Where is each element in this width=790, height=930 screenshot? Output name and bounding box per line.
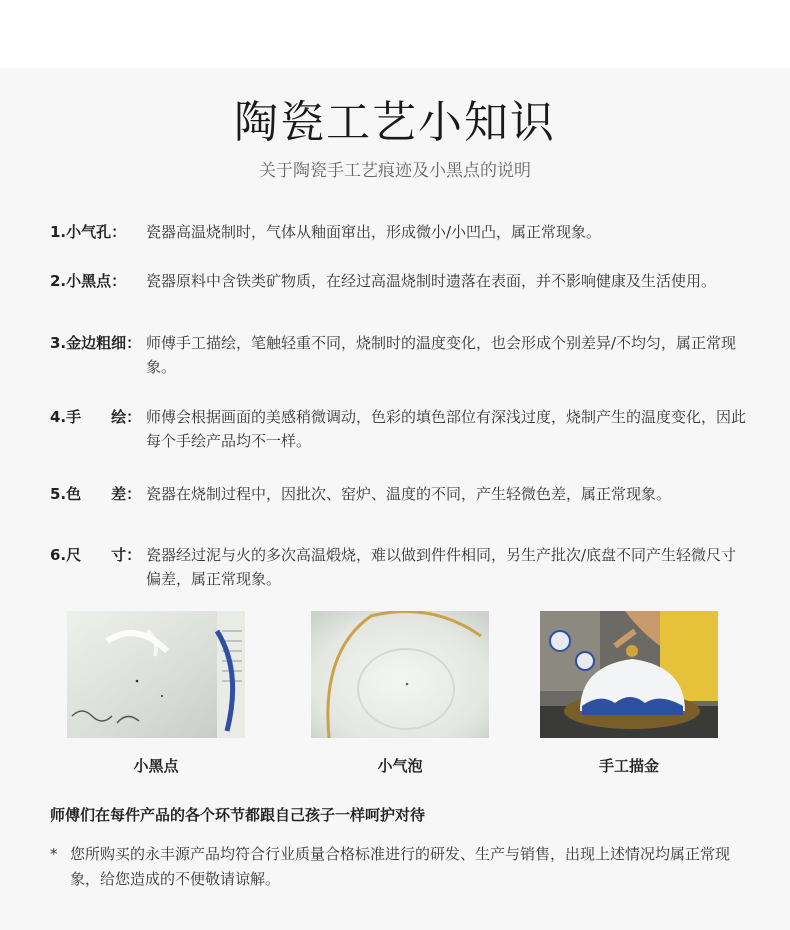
item-text: 师傅手工描绘，笔触轻重不同，烧制时的温度变化，也会形成个别差异/不均匀，属正常现象。	[146, 334, 737, 376]
item-text: 瓷器在烧制过程中，因批次、窑炉、温度的不同，产生轻微色差，属正常现象。	[146, 485, 672, 503]
caption-bubbles: 小气泡	[377, 757, 423, 775]
page-subtitle: 关于陶瓷手工艺痕迹及小黑点的说明	[259, 161, 531, 181]
page-title: 陶瓷工艺小知识	[234, 97, 556, 148]
caption-gilding: 手工描金	[598, 757, 659, 775]
item-label: 6.尺 寸：	[50, 546, 142, 564]
photo-gilding	[540, 611, 718, 738]
item-label: 5.色 差：	[50, 485, 142, 503]
photo-black-dots	[67, 611, 245, 738]
care-statement: 师傅们在每件产品的各个环节都跟自己孩子一样呵护对待	[50, 806, 426, 824]
asterisk: *	[50, 845, 58, 863]
item-text: 瓷器经过泥与火的多次高温煅烧，难以做到件件相同，另生产批次/底盘不同产生轻微尺寸偏差，属正常现象。	[146, 546, 737, 588]
item-text: 瓷器原料中含铁类矿物质，在经过高温烧制时遗落在表面，并不影响健康及生活使用。	[146, 272, 717, 290]
item-label: 4.手 绘：	[50, 408, 142, 426]
item-text: 师傅会根据画面的美感稍微调动，色彩的填色部位有深浅过度，烧制产生的温度变化，因此每个手绘产品均不一样。	[146, 408, 747, 450]
item-label: 3.金边粗细：	[50, 334, 142, 352]
item-label: 2.小黑点：	[50, 272, 127, 290]
note-text: 您所购买的永丰源产品均符合行业质量合格标准进行的研发、生产与销售，出现上述情况均属正常现象，给您造成的不便敬请谅解。	[70, 845, 731, 888]
photo-bubbles	[311, 611, 489, 738]
caption-black-dots: 小黑点	[133, 757, 179, 775]
footer-note	[50, 842, 750, 892]
item-text: 瓷器高温烧制时，气体从釉面窜出，形成微小/小凹凸，属正常现象。	[146, 223, 602, 241]
item-label: 1.小气孔：	[50, 223, 127, 241]
